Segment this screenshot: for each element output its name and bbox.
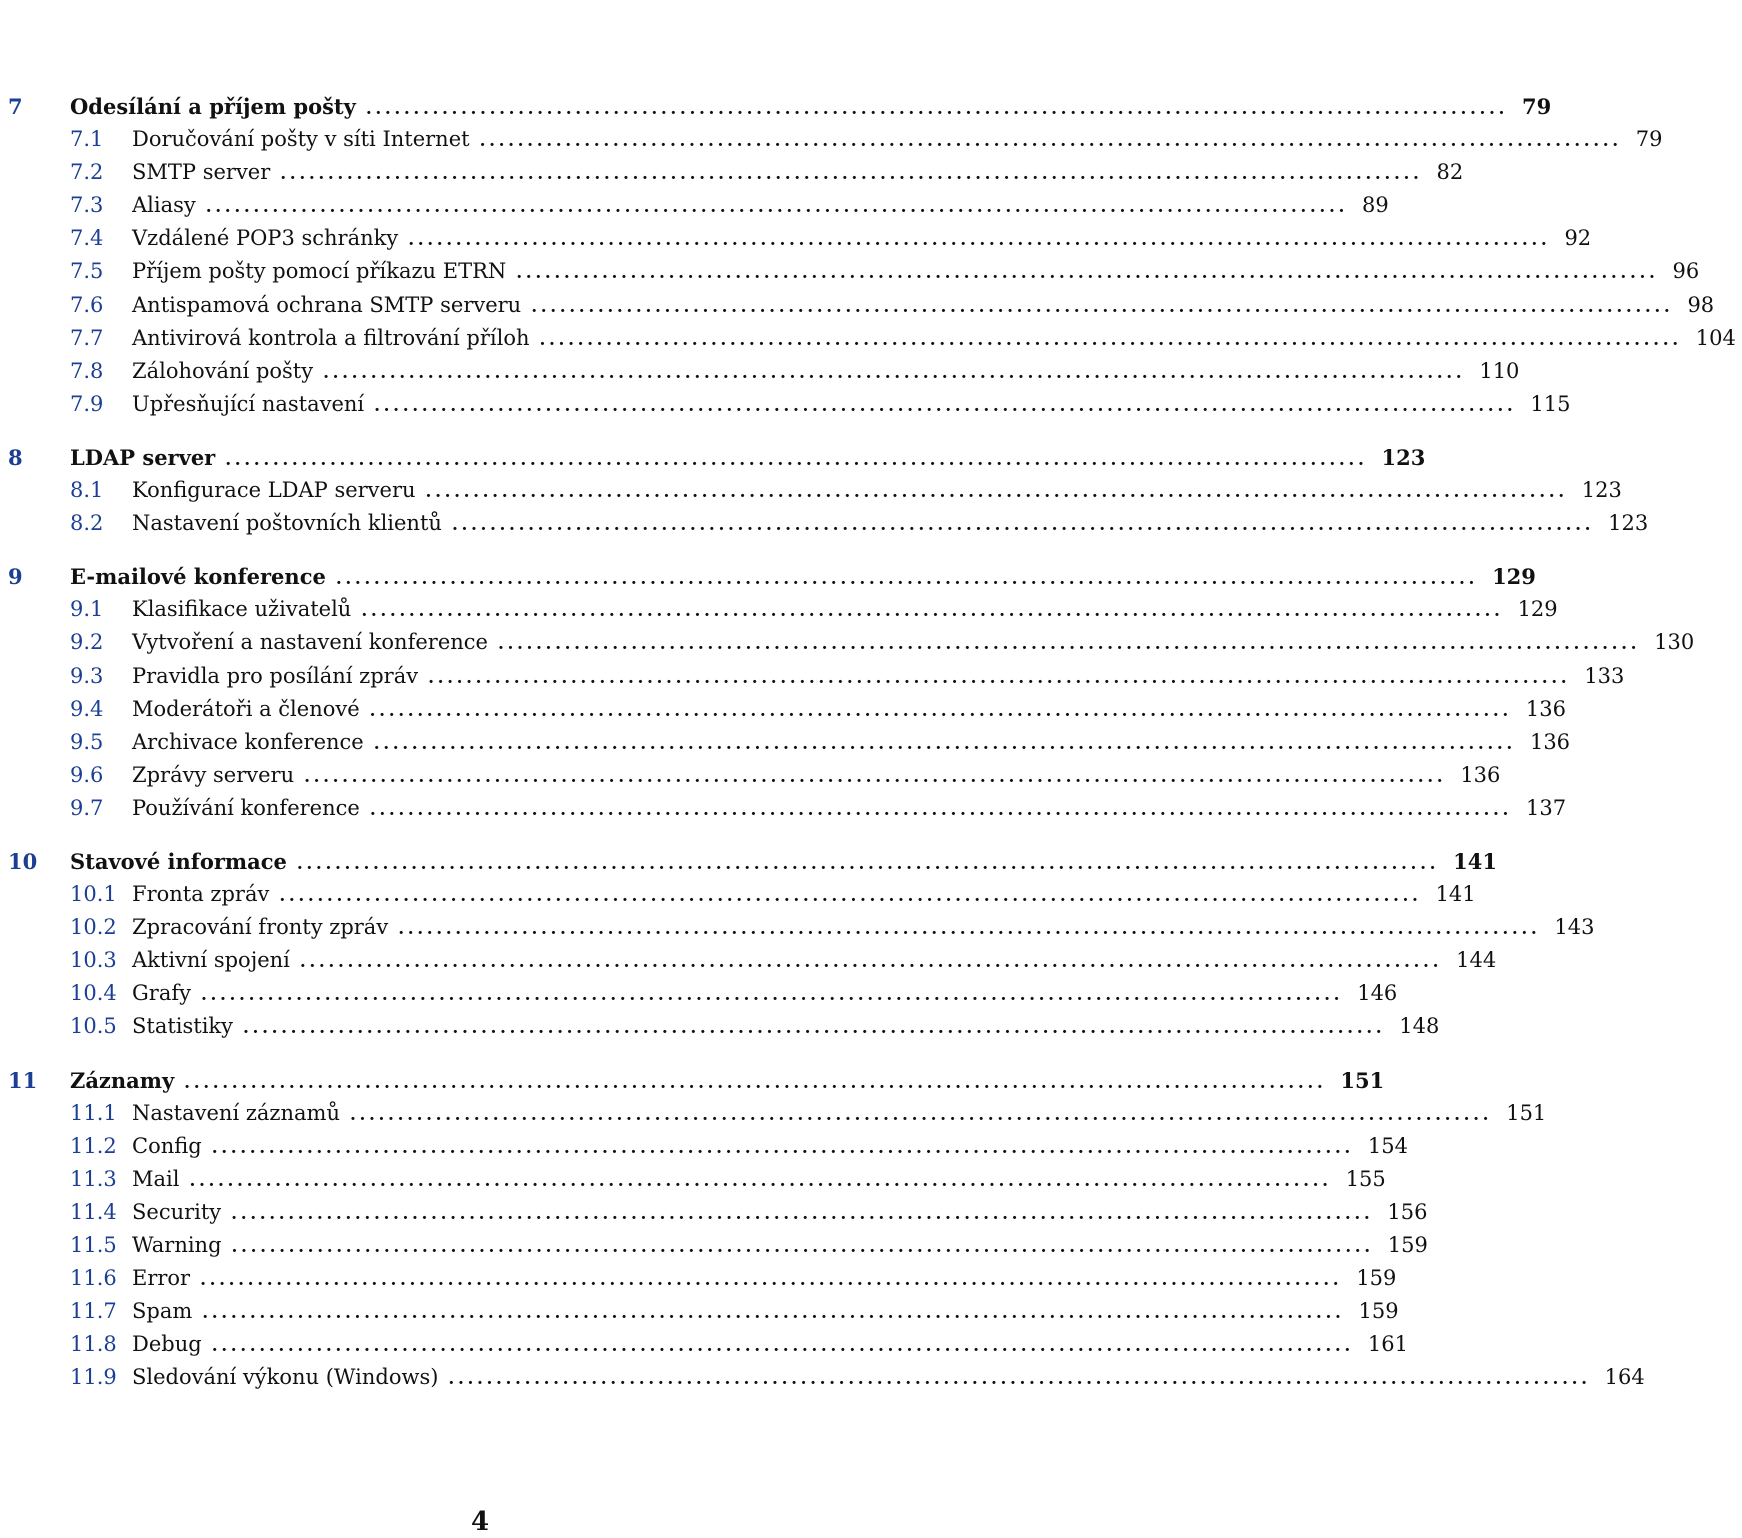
dot-leader: ........................................................................................................................ [189,1170,1332,1191]
entry-number: 11.6 [70,1266,117,1291]
dot-leader: ........................................................................................................................ [280,164,1423,185]
entry-page-number: 137 [1526,795,1567,820]
entry-line [70,560,1536,593]
entry-line [132,1196,1428,1229]
toc-section-entry[interactable] [0,507,1649,540]
dot-leader: ........................................................................................................................ [231,1203,1374,1224]
entry-line [132,123,1663,156]
entry-number: 9.2 [70,630,104,655]
entry-page-number: 159 [1387,1233,1428,1257]
entry-line [132,388,1571,421]
entry-title: Pravidla pro posílání zpráv [132,663,419,688]
dot-leader: ........................................................................................................................ [335,569,1479,590]
entry-title: Odesílání a příjem pošty [70,94,356,119]
entry-line [70,90,1552,123]
entry-title: Zpracování fronty zpráv [132,915,389,940]
entry-title: Warning [132,1233,222,1257]
dot-leader: ........................................................................................................................ [304,766,1447,787]
entry-line [132,474,1622,507]
entry-page-number: 156 [1387,1199,1428,1224]
dot-leader: ........................................................................................................................ [323,362,1466,383]
entry-number: 9.6 [70,762,104,787]
entry-line [132,1163,1386,1196]
dot-leader: ........................................................................................................................ [200,985,1344,1006]
entry-number: 9.1 [70,597,104,622]
toc-section-entry[interactable] [0,660,1625,693]
toc-section-entry[interactable] [0,693,1566,726]
toc-section-entry[interactable] [0,911,1595,944]
dot-leader: ........................................................................................................................ [202,1303,1345,1324]
entry-line [132,593,1558,626]
entry-page-number: 92 [1564,226,1592,251]
entry-line [132,693,1566,726]
entry-page-number: 159 [1356,1266,1397,1291]
dot-leader: ........................................................................................................................ [369,700,1512,721]
entry-title: Antispamová ochrana SMTP serveru [132,292,522,317]
toc-section-entry[interactable] [0,726,1571,759]
entry-line [132,1229,1428,1262]
entry-line [132,355,1520,388]
toc-section-entry[interactable] [0,1196,1428,1229]
dot-leader: ........................................................................................................................ [205,197,1348,218]
toc-section-entry[interactable] [0,355,1520,388]
dot-leader: ........................................................................................................................ [243,1018,1386,1039]
entry-line [132,189,1389,222]
toc-chapter-entry[interactable] [0,90,1552,123]
toc-section-entry[interactable] [0,255,1700,288]
dot-leader: ........................................................................................................................ [361,601,1504,622]
entry-number: 7.4 [70,226,104,251]
entry-title: Aliasy [132,193,196,218]
entry-page-number: 136 [1525,696,1566,721]
entry-number: 11.9 [70,1365,117,1390]
toc-chapter [0,90,1736,421]
entry-number: 11.2 [70,1133,117,1158]
entry-page-number: 143 [1554,915,1595,940]
entry-number: 10.4 [70,981,117,1006]
entry-title: Security [132,1199,222,1224]
dot-leader: ........................................................................................................................ [296,853,1440,874]
dot-leader: ........................................................................................................................ [373,733,1516,754]
entry-title: Zprávy serveru [132,762,295,787]
dot-leader: ........................................................................................................................ [365,99,1509,119]
entry-line [132,1328,1408,1361]
entry-page-number: 110 [1479,358,1520,383]
entry-line [132,1295,1399,1328]
entry-title: Fronta zpráv [132,882,270,907]
dot-leader: ........................................................................................................................ [211,1137,1354,1158]
entry-number: 11.4 [70,1199,117,1224]
toc-section-entry[interactable] [0,1328,1408,1361]
entry-line [70,1064,1385,1097]
entry-title: Config [132,1133,202,1158]
entry-title: Klasifikace uživatelů [132,597,352,622]
toc-chapter [0,1064,1645,1395]
toc-section-entry[interactable] [0,1010,1440,1043]
toc-section-entry[interactable] [0,878,1476,911]
entry-title: Nastavení poštovních klientů [132,511,442,536]
entry-title: Používání konference [132,795,360,820]
entry-page-number: 89 [1361,193,1389,218]
entry-page-number: 136 [1460,762,1501,787]
entry-number: 11.5 [70,1233,117,1257]
toc-section-entry[interactable] [0,1130,1408,1163]
toc-section-entry[interactable] [0,1163,1386,1196]
entry-page-number: 155 [1345,1166,1386,1191]
entry-number: 9.3 [70,663,104,688]
toc-section-entry[interactable] [0,626,1695,659]
entry-page-number: 82 [1436,160,1464,185]
entry-line [132,1010,1440,1043]
entry-title: Error [132,1266,191,1291]
entry-title: Mail [132,1166,180,1191]
entry-line [132,626,1695,659]
entry-title: Spam [132,1299,193,1324]
entry-line [132,878,1476,911]
entry-line [132,1130,1408,1163]
entry-title: Doručování pošty v síti Internet [132,127,470,152]
dot-leader: ........................................................................................................................ [451,515,1595,536]
toc-section-entry[interactable] [0,759,1501,792]
entry-number: 11.3 [70,1166,117,1191]
entry-line [132,944,1497,977]
toc-section-entry[interactable] [0,1097,1547,1130]
page-number: 4 [470,1507,490,1537]
entry-number: 10.2 [70,915,117,940]
toc-section-entry[interactable] [0,322,1736,355]
entry-page-number: 123 [1581,478,1622,503]
entry-number: 9.7 [70,795,104,820]
toc-section-entry[interactable] [0,944,1497,977]
entry-number: 10.1 [70,882,117,907]
dot-leader: ........................................................................................................................ [539,329,1682,350]
dot-leader: ........................................................................................................................ [184,1072,1327,1093]
dot-leader: ........................................................................................................................ [211,1336,1354,1357]
entry-page-number: 79 [1522,94,1552,119]
entry-line [132,1262,1397,1295]
dot-leader: ........................................................................................................................ [349,1104,1493,1125]
entry-title: Statistiky [132,1014,234,1039]
entry-title: Antivirová kontrola a filtrování příloh [132,325,530,350]
entry-title: LDAP server [70,444,216,470]
entry-number: 11.1 [70,1100,117,1125]
dot-leader: ........................................................................................................................ [279,886,1422,907]
entry-title: Grafy [132,981,191,1006]
dot-leader: ........................................................................................................................ [231,1237,1374,1257]
entry-page-number: 98 [1687,292,1715,317]
entry-page-number: 123 [1608,511,1649,536]
toc-chapter [0,560,1695,825]
toc-section-entry[interactable] [0,593,1558,626]
entry-page-number: 141 [1453,848,1497,874]
entry-page-number: 104 [1695,325,1736,350]
dot-leader: ........................................................................................................................ [497,634,1641,655]
entry-title: Debug [132,1332,202,1357]
entry-line [132,322,1736,355]
entry-page-number: 129 [1517,597,1558,622]
entry-title: Stavové informace [70,848,287,874]
entry-page-number: 148 [1399,1014,1440,1039]
toc-section-entry[interactable] [0,977,1398,1010]
dot-leader: ........................................................................................................................ [398,919,1541,940]
entry-title: Moderátoři a členové [132,696,360,721]
toc-chapter [0,441,1649,540]
entry-number: 9.4 [70,696,104,721]
dot-leader: ........................................................................................................................ [374,395,1517,416]
entry-page-number: 141 [1435,882,1476,907]
entry-title: Konfigurace LDAP serveru [132,478,416,503]
toc-section-entry[interactable] [0,156,1464,189]
entry-line [132,1361,1645,1394]
entry-number: 7.9 [70,391,104,416]
entry-title: Vytvoření a nastavení konference [132,630,488,655]
toc-chapter-entry[interactable] [0,1064,1385,1097]
toc-section-entry[interactable] [0,1295,1399,1328]
toc-chapter [0,845,1595,1044]
entry-number: 10.3 [70,948,117,973]
entry-number: 10.5 [70,1014,117,1039]
toc-section-entry[interactable] [0,388,1571,421]
entry-title: Zálohování pošty [132,358,314,383]
entry-number: 11.8 [70,1332,117,1357]
entry-number: 9.5 [70,729,104,754]
entry-number: 8 [8,444,23,470]
toc-chapter-entry[interactable] [0,845,1497,878]
entry-number: 7.3 [70,193,104,218]
entry-line [132,792,1567,825]
entry-page-number: 144 [1456,948,1497,973]
entry-title: Příjem pošty pomocí příkazu ETRN [132,259,507,284]
entry-line [132,289,1715,322]
toc-section-entry[interactable] [0,222,1592,255]
entry-page-number: 161 [1367,1332,1408,1357]
dot-leader: ........................................................................................................................ [408,230,1551,251]
entry-page-number: 164 [1604,1365,1645,1390]
toc-section-entry[interactable] [0,1361,1645,1394]
entry-line [132,1097,1547,1130]
dot-leader: ........................................................................................................................ [200,1270,1343,1291]
entry-number: 9 [8,564,23,590]
entry-page-number: 146 [1357,981,1398,1006]
entry-number: 7.2 [70,160,104,185]
entry-line [70,441,1426,474]
entry-number: 11.7 [70,1299,117,1324]
dot-leader: ........................................................................................................................ [448,1369,1591,1390]
dot-leader: ........................................................................................................................ [425,482,1568,503]
entry-number: 8.1 [70,478,104,503]
entry-number: 7 [8,94,23,119]
entry-number: 7.5 [70,259,104,284]
entry-page-number: 115 [1530,391,1571,416]
entry-page-number: 123 [1381,444,1426,470]
entry-title: Archivace konference [132,729,364,754]
toc-chapter-entry[interactable] [0,560,1536,593]
toc-section-entry[interactable] [0,792,1567,825]
entry-line [132,759,1501,792]
entry-title: Sledování výkonu (Windows) [132,1365,439,1390]
entry-page-number: 154 [1367,1133,1408,1158]
entry-number: 7.6 [70,292,104,317]
entry-line [132,156,1464,189]
toc-section-entry[interactable] [0,1229,1428,1262]
dot-leader: ........................................................................................................................ [369,799,1513,820]
toc-section-entry[interactable] [0,474,1622,507]
entry-number: 7.1 [70,127,104,152]
entry-page-number: 136 [1529,729,1571,754]
entry-title: Upřesňující nastavení [132,391,365,416]
entry-page-number: 159 [1358,1299,1399,1324]
dot-leader: ........................................................................................................................ [428,667,1571,688]
entry-title: Vzdálené POP3 schránky [132,226,399,251]
entry-line [132,726,1571,759]
entry-number: 10 [8,848,38,874]
dot-leader: ........................................................................................................................ [225,449,1368,470]
entry-title: SMTP server [132,160,271,185]
entry-number: 8.2 [70,511,104,536]
entry-page-number: 129 [1492,564,1536,590]
entry-number: 11 [8,1067,38,1093]
entry-page-number: 96 [1672,259,1700,284]
toc-section-entry[interactable] [0,1262,1397,1295]
entry-title: E-mailové konference [70,564,326,590]
entry-line [132,222,1592,255]
entry-number: 7.7 [70,325,104,350]
entry-page-number: 151 [1506,1100,1547,1125]
dot-leader: ........................................................................................................................ [479,131,1622,152]
table-of-contents [0,90,1736,1414]
entry-title: Záznamy [70,1067,175,1093]
entry-page-number: 151 [1340,1067,1385,1093]
toc-section-entry[interactable] [0,189,1389,222]
entry-line [132,911,1595,944]
dot-leader: ........................................................................................................................ [531,296,1674,317]
entry-title: Aktivní spojení [132,948,290,973]
entry-page-number: 133 [1584,663,1625,688]
entry-title: Nastavení záznamů [132,1100,340,1125]
dot-leader: ........................................................................................................................ [516,263,1659,284]
toc-section-entry[interactable] [0,289,1715,322]
entry-line [70,845,1497,878]
entry-line [132,977,1398,1010]
entry-line [132,255,1700,288]
entry-page-number: 130 [1654,630,1695,655]
toc-chapter-entry[interactable] [0,441,1426,474]
entry-number: 7.8 [70,358,104,383]
entry-page-number: 79 [1635,127,1663,152]
entry-line [132,660,1625,693]
dot-leader: ........................................................................................................................ [299,952,1443,973]
entry-line [132,507,1649,540]
toc-section-entry[interactable] [0,123,1663,156]
